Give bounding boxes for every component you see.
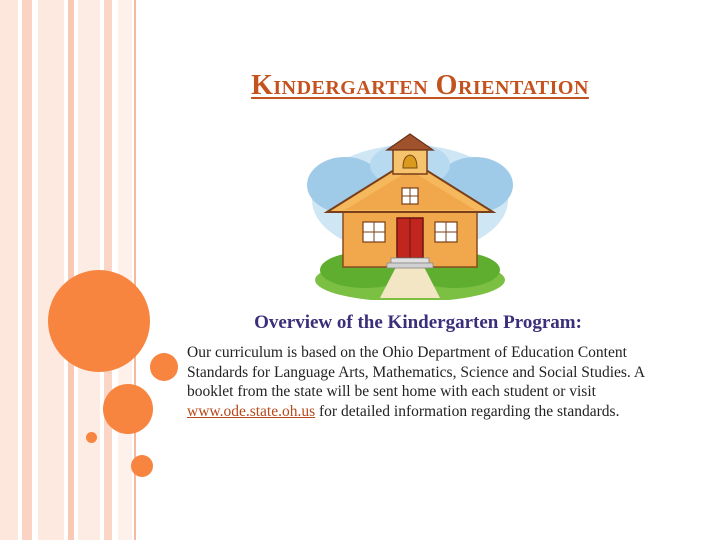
decorative-circle-small (150, 353, 178, 381)
side-stripes (0, 0, 140, 540)
decorative-circle-large (48, 270, 150, 372)
section-subtitle: Overview of the Kindergarten Program: (254, 312, 582, 333)
decorative-circle-small (131, 455, 153, 477)
slide-title: Kindergarten Orientation (251, 70, 589, 101)
stripe (118, 0, 132, 540)
ode-link[interactable]: www.ode.state.oh.us (187, 402, 316, 420)
body-text: Our curriculum is based on the Ohio Department of Education Content Standards for Language Arts, Mathematics, Science and Social Studies. A booklet from the state will be sent home with each student or visit (187, 344, 645, 400)
stripe (68, 0, 74, 540)
decorative-circle-dot (86, 432, 97, 443)
stripe (0, 0, 18, 540)
schoolhouse-icon (305, 130, 515, 300)
body-paragraph (187, 343, 657, 421)
decorative-circle-medium (103, 384, 153, 434)
stripe (22, 0, 32, 540)
stripe (38, 0, 64, 540)
body-text: for detailed information regarding the standards. (315, 402, 620, 420)
